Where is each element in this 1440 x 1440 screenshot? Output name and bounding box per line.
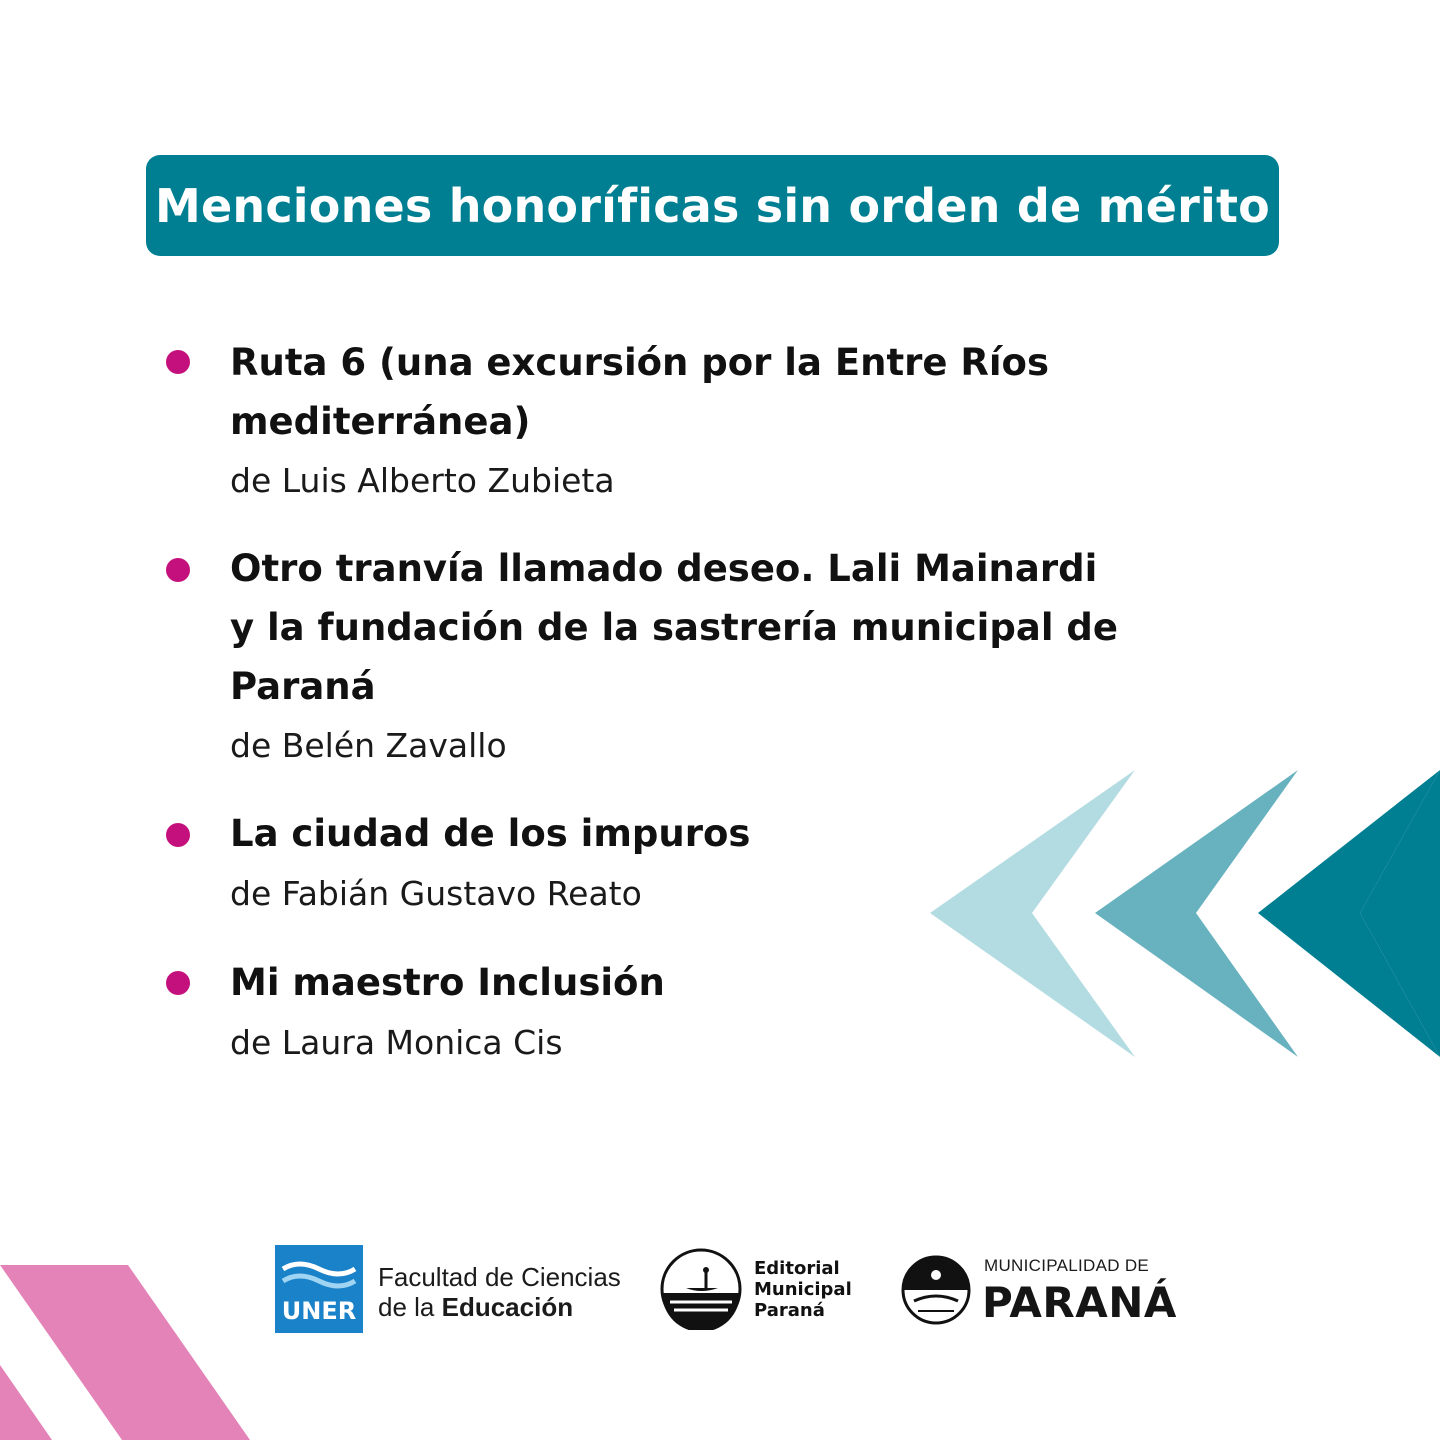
entry-title: Ruta 6 (una excursión por la Entre Ríos mediterránea) xyxy=(230,341,1049,443)
editorial-line2: Municipal xyxy=(754,1279,852,1300)
footer-logos xyxy=(0,1240,1440,1340)
municipalidad-name: PARANÁ xyxy=(982,1278,1177,1327)
editorial-logo-icon xyxy=(660,1248,742,1330)
municipalidad-top: MUNICIPALIDAD DE xyxy=(984,1256,1150,1275)
fce-line2-prefix: de la xyxy=(378,1292,442,1322)
bullet-icon xyxy=(166,823,190,847)
editorial-text xyxy=(754,1258,852,1321)
bullet-icon xyxy=(166,350,190,374)
entry-title: Otro tranvía llamado deseo. Lali Mainardi y la fundación de la sastrería municipal de Paraná xyxy=(230,547,1118,708)
waves-icon xyxy=(275,1257,363,1297)
entry-title: La ciudad de los impuros xyxy=(230,812,751,855)
entry-author: de Belén Zavallo xyxy=(230,726,507,765)
fce-line2-bold: Educación xyxy=(441,1292,574,1322)
fce-line2 xyxy=(378,1292,573,1323)
uner-badge-text: UNER xyxy=(281,1297,357,1325)
uner-logo xyxy=(275,1245,363,1333)
bullet-icon xyxy=(166,971,190,995)
header-banner xyxy=(146,155,1279,256)
bullet-icon xyxy=(166,558,190,582)
municipalidad-seal-icon xyxy=(900,1245,972,1335)
chevrons-decoration xyxy=(930,770,1440,1057)
header-title: Menciones honoríficas sin orden de mérito xyxy=(155,178,1270,233)
editorial-line3: Paraná xyxy=(754,1300,825,1321)
editorial-line1: Editorial xyxy=(754,1258,840,1279)
entry-author: de Fabián Gustavo Reato xyxy=(230,874,642,913)
fce-line1: Facultad de Ciencias xyxy=(378,1262,621,1292)
entry-author: de Laura Monica Cis xyxy=(230,1023,563,1062)
entry-title: Mi maestro Inclusión xyxy=(230,961,665,1004)
entry-author: de Luis Alberto Zubieta xyxy=(230,461,615,500)
